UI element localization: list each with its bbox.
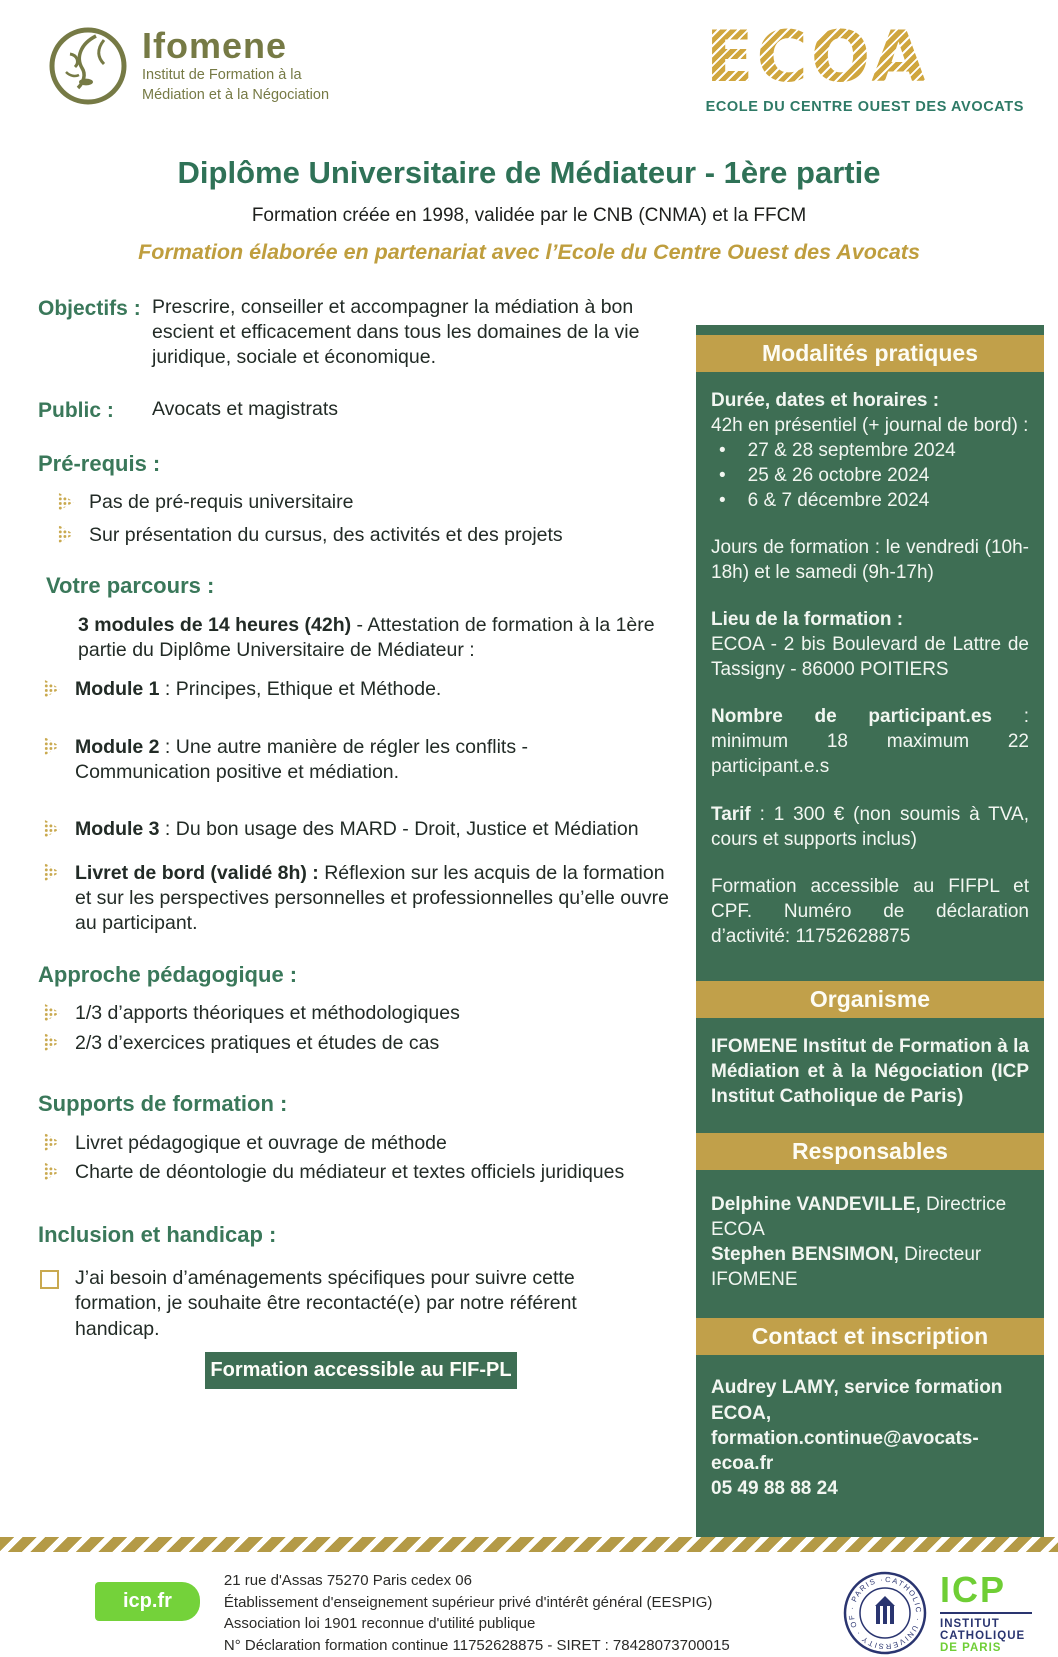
approche-heading: Approche pédagogique : [38, 961, 298, 987]
icp-line-3: DE PARIS [940, 1642, 1002, 1655]
icp-rule [940, 1612, 1032, 1614]
module-1-text: : Principes, Ethique et Méthode. [159, 678, 442, 701]
footer-area [0, 1537, 1058, 1657]
icp-logo [940, 1571, 1032, 1654]
handicap-checkbox-label: J’ai besoin d’aménagements spécifiques pour suivre cette formation, je souhaite être recontacté(e) par notre référent handicap. [75, 1266, 577, 1340]
dotted-triangle-bullet-icon [44, 1133, 60, 1152]
contact-section [696, 1355, 1044, 1510]
tarif-text: Tarif : 1 300 € (non soumis à TVA, cours et supports inclus) [711, 803, 1029, 850]
module-3-title: Module 3 [75, 818, 160, 841]
organisme-text: IFOMENE Institut de Formation à la Médiation et à la Négociation (ICP Institut Catholique de Paris) [711, 1035, 1029, 1108]
bullet-dot-icon: • [719, 439, 726, 461]
main-column [38, 295, 680, 1389]
dotted-triangle-bullet-icon [44, 1033, 60, 1052]
participants-text: Nombre de participant.es : minimum 18 maximum 22 participant.e.s [711, 706, 1030, 778]
ifomene-tagline-2: Médiation et à la Négociation [142, 87, 330, 103]
responsable-1: Delphine VANDEVILLE, Directrice ECOA [711, 1194, 1007, 1241]
date-3: 6 & 7 décembre 2024 [747, 489, 930, 511]
footer-line-3: Association loi 1901 reconnue d'utilité publique [223, 1615, 536, 1633]
ecoa-tagline: ECOLE DU CENTRE OUEST DES AVOCATS [705, 98, 1024, 115]
lieu-label: Lieu de la formation : [711, 609, 904, 631]
list-item [38, 523, 680, 548]
date-2: 25 & 26 octobre 2024 [747, 464, 930, 486]
module-1-title: Module 1 [75, 678, 160, 701]
dotted-triangle-bullet-icon [44, 737, 60, 756]
dotted-triangle-bullet-icon [58, 492, 74, 511]
approche-item-2: 2/3 d’exercices pratiques et études de cas [75, 1031, 440, 1054]
responsable-2: Stephen BENSIMON, Directeur IFOMENE [711, 1244, 982, 1291]
objectifs-text: Prescrire, conseiller et accompagner la médiation à bon escient et efficacement dans tous les domaines de la vie juridique, sociale et économique. [152, 295, 640, 369]
module-2-title: Module 2 [75, 735, 160, 758]
list-item [38, 1001, 680, 1026]
ifomene-tagline-1: Institut de Formation à la [142, 66, 302, 83]
module-item [38, 817, 680, 842]
list-item [38, 1031, 680, 1056]
ecoa-wordmark: ECOA [706, 24, 1024, 91]
module-2-text: : Une autre manière de régler les conflits - Communication positive et médiation. [75, 735, 529, 784]
footer-line-2: Établissement d'enseignement supérieur privé d'intérêt général (EESPIG) [223, 1593, 713, 1611]
list-item [38, 1160, 680, 1185]
footer-logos [842, 1570, 1032, 1656]
partnership-line: Formation élaborée en partenariat avec l’Ecole du Centre Ouest des Avocats [138, 239, 920, 264]
footer-line-4: N° Déclaration formation continue 11752628875 - SIRET : 78428073700015 [223, 1637, 730, 1655]
dotted-triangle-bullet-icon [44, 819, 60, 838]
icp-seal-icon [842, 1570, 928, 1656]
dotted-triangle-bullet-icon [44, 1003, 60, 1022]
modalites-header: Modalités pratiques [696, 335, 1044, 372]
responsables-header: Responsables [696, 1133, 1044, 1170]
handicap-checkbox[interactable] [40, 1270, 59, 1289]
ifomene-logo [46, 24, 329, 108]
lieu-text: ECOA - 2 bis Boulevard de Lattre de Tassigny - 86000 POITIERS [711, 634, 1029, 681]
icp-link-button[interactable]: icp.fr [95, 1582, 200, 1621]
contact-header: Contact et inscription [696, 1318, 1044, 1355]
jours-text: Jours de formation : le vendredi (10h-18h) et le samedi (9h-17h) [711, 536, 1029, 583]
ifomene-faces-icon [46, 24, 130, 108]
public-row [38, 397, 680, 424]
icp-line-1: INSTITUT [940, 1618, 1000, 1631]
module-item [38, 735, 680, 786]
footer-line-1: 21 rue d'Assas 75270 Paris cedex 06 [223, 1571, 472, 1589]
bullet-dot-icon: • [719, 464, 726, 486]
modalites-section [696, 372, 1044, 981]
prerequis-item-2: Sur présentation du cursus, des activités et des projets [89, 523, 563, 546]
prerequis-item-1: Pas de pré-requis universitaire [89, 491, 354, 514]
parcours-intro-rest: - Attestation de formation à la 1ère partie du Diplôme Universitaire de Médiateur : [78, 613, 655, 662]
header [0, 0, 1058, 115]
ifomene-name: Ifomene [142, 24, 288, 66]
contact-phone: 05 49 88 88 24 [711, 1477, 838, 1499]
responsables-section [696, 1170, 1044, 1318]
page-subtitle: Formation créée en 1998, validée par le CNB (CNMA) et la FFCM [251, 204, 807, 226]
date-item [711, 438, 1029, 463]
parcours-intro-bold: 3 modules de 14 heures (42h) [78, 613, 352, 636]
module-3-text: : Du bon usage des MARD - Droit, Justice et Médiation [159, 818, 639, 841]
date-item [711, 463, 1029, 488]
inclusion-heading: Inclusion et handicap : [38, 1222, 277, 1248]
financement-text: Formation accessible au FIFPL et CPF. Numéro de déclaration d’activité: 11752628875 [711, 875, 1029, 947]
duree-intro: 42h en présentiel (+ journal de bord) : [711, 414, 1029, 436]
list-item [38, 1131, 680, 1156]
icp-abbr: ICP [940, 1569, 1007, 1611]
footer-text [224, 1570, 730, 1657]
ecoa-logo [705, 16, 1028, 115]
supports-item-1: Livret pédagogique et ouvrage de méthode [75, 1131, 447, 1154]
footer [0, 1552, 1058, 1657]
sidebar [696, 325, 1044, 1537]
organisme-section [696, 1018, 1044, 1133]
parcours-intro [78, 613, 678, 664]
public-text: Avocats et magistrats [152, 397, 339, 420]
tarif-label: Tarif [711, 803, 751, 825]
duree-label: Durée, dates et horaires : [711, 389, 940, 411]
objectifs-row [38, 295, 680, 371]
icp-line-2: CATHOLIQUE [940, 1630, 1026, 1643]
supports-heading: Supports de formation : [38, 1091, 288, 1117]
contact-name: Audrey LAMY, service formation ECOA, [711, 1377, 1003, 1424]
ifomene-wordmark [142, 24, 330, 104]
svg-text:CATHOLIC · UNIVERSITY · OF · P: CATHOLIC · UNIVERSITY · OF · PARIS · [846, 1574, 924, 1651]
livret-title: Livret de bord (validé 8h) : [75, 861, 319, 884]
prerequis-heading: Pré-requis : [38, 450, 161, 476]
fifpl-button[interactable]: Formation accessible au FIF-PL [205, 1352, 517, 1389]
dotted-triangle-bullet-icon [44, 1162, 60, 1181]
gold-hatch-divider [0, 1537, 1058, 1552]
date-1: 27 & 28 septembre 2024 [747, 439, 956, 461]
page-title: Diplôme Universitaire de Médiateur - 1ère partie [177, 154, 881, 190]
livret-text: Réflexion sur les acquis de la formation et sur les perspectives personnelles et professionnelles qu’elle ouvre au participant. [75, 861, 669, 935]
approche-item-1: 1/3 d’apports théoriques et méthodologiques [75, 1002, 460, 1025]
module-item [38, 861, 680, 937]
handicap-check-row [40, 1266, 640, 1342]
contact-email[interactable]: formation.continue@avocats-ecoa.fr [711, 1427, 979, 1474]
dotted-triangle-bullet-icon [44, 863, 60, 882]
dotted-triangle-bullet-icon [58, 525, 74, 544]
module-item [38, 677, 680, 702]
list-item [38, 490, 680, 515]
organisme-header: Organisme [696, 981, 1044, 1018]
date-item [711, 488, 1029, 513]
objectifs-label: Objectifs : [38, 296, 141, 320]
parcours-heading: Votre parcours : [46, 573, 215, 599]
public-label: Public : [38, 398, 114, 422]
bullet-dot-icon: • [719, 489, 726, 511]
participants-label: Nombre de participant.es [711, 706, 992, 728]
content-columns [38, 295, 1044, 1537]
supports-item-2: Charte de déontologie du médiateur et textes officiels juridiques [75, 1161, 625, 1184]
dotted-triangle-bullet-icon [44, 679, 60, 698]
